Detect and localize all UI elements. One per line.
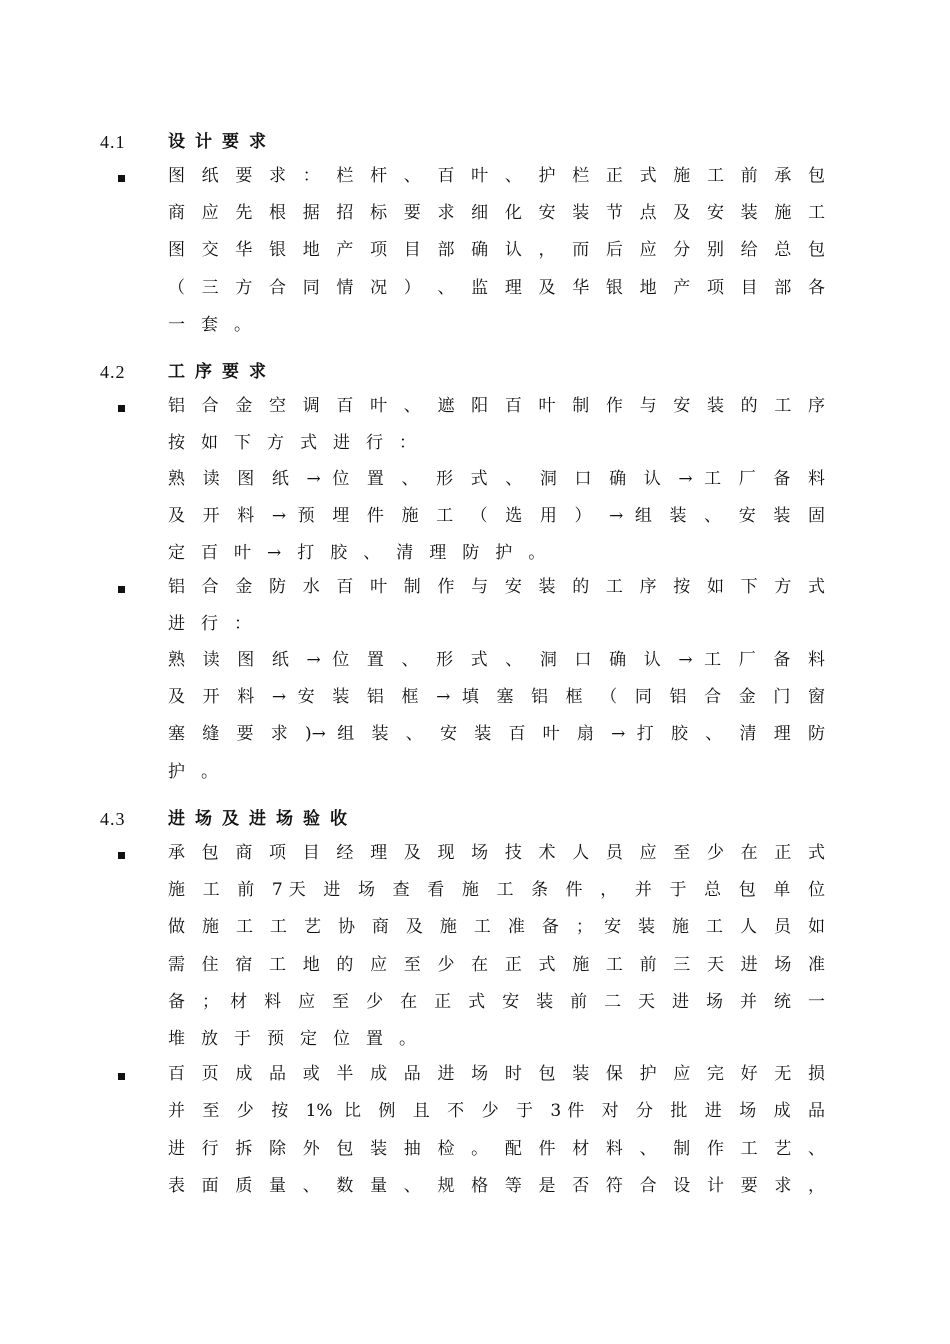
text-line: 商 应 先 根 据 招 标 要 求 细 化 安 装 节 点 及 安 装 施 工 [168,203,825,223]
text-line: 塞 缝 要 求 )→ 组 装 、 安 装 百 叶 扇 → 打 胶 、 清 理 防 [168,724,825,744]
text-line: 并 至 少 按 1% 比 例 且 不 少 于 3件 对 分 批 进 场 成 品 [168,1101,825,1121]
text-line: 备 ； 材 料 应 至 少 在 正 式 安 装 前 二 天 进 场 并 统 一 [168,992,825,1012]
text-line: 图 纸 要 求 ： 栏 杆 、 百 叶 、 护 栏 正 式 施 工 前 承 包 [168,166,825,186]
text-line: （ 三 方 合 同 情 况 ） 、 监 理 及 华 银 地 产 项 目 部 各 [168,278,825,298]
text-line: 堆放于预定位置。 [168,1029,432,1049]
text-line: 及 开 料 → 预 埋 件 施 工 （ 选 用 ） → 组 装 、 安 装 固 [168,506,825,526]
text-line: 护。 [168,762,234,782]
text-line: 承 包 商 项 目 经 理 及 现 场 技 术 人 员 应 至 少 在 正 式 [168,843,825,863]
text-line: 铝 合 金 空 调 百 叶 、 遮 阳 百 叶 制 作 与 安 装 的 工 序 [168,396,825,416]
text-line: 需 住 宿 工 地 的 应 至 少 在 正 式 施 工 前 三 天 进 场 准 [168,955,825,975]
text-line: 图 交 华 银 地 产 项 目 部 确 认 ， 而 后 应 分 别 给 总 包 [168,240,825,260]
section-title: 设计要求 [168,132,276,152]
text-line: 定百叶→打胶、清理防护。 [168,543,562,563]
text-line: 做 施 工 工 艺 协 商 及 施 工 准 备 ； 安 装 施 工 人 员 如 [168,917,825,937]
bullet-square-icon [118,852,125,859]
bullet-square-icon [118,175,125,182]
bullet-square-icon [118,405,125,412]
text-line: 施 工 前 7天 进 场 查 看 施 工 条 件 ， 并 于 总 包 单 位 [168,880,825,900]
text-line: 进行： [168,614,267,634]
section-title: 进场及进场验收 [168,809,357,829]
text-line: 百 页 成 品 或 半 成 品 进 场 时 包 装 保 护 应 完 好 无 损 [168,1064,825,1084]
bullet-square-icon [118,1073,125,1080]
text-line: 铝 合 金 防 水 百 叶 制 作 与 安 装 的 工 序 按 如 下 方 式 [168,577,825,597]
section-number: 4.1 [100,132,126,152]
text-line: 及 开 料 → 安 装 铝 框 → 填 塞 铝 框 （ 同 铝 合 金 门 窗 [168,687,825,707]
section-title: 工序要求 [168,362,276,382]
section-number: 4.3 [100,809,126,829]
text-line: 熟 读 图 纸 → 位 置 、 形 式 、 洞 口 确 认 → 工 厂 备 料 [168,650,825,670]
text-line: 一套。 [168,315,267,335]
text-line: 按如下方式进行： [168,433,432,453]
text-line: 进 行 拆 除 外 包 装 抽 检 。 配 件 材 料 、 制 作 工 艺 、 [168,1139,825,1159]
text-line: 表 面 质 量 、 数 量 、 规 格 等 是 否 符 合 设 计 要 求 ， [168,1176,825,1196]
section-number: 4.2 [100,362,126,382]
bullet-square-icon [118,586,125,593]
text-line: 熟 读 图 纸 → 位 置 、 形 式 、 洞 口 确 认 → 工 厂 备 料 [168,469,825,489]
